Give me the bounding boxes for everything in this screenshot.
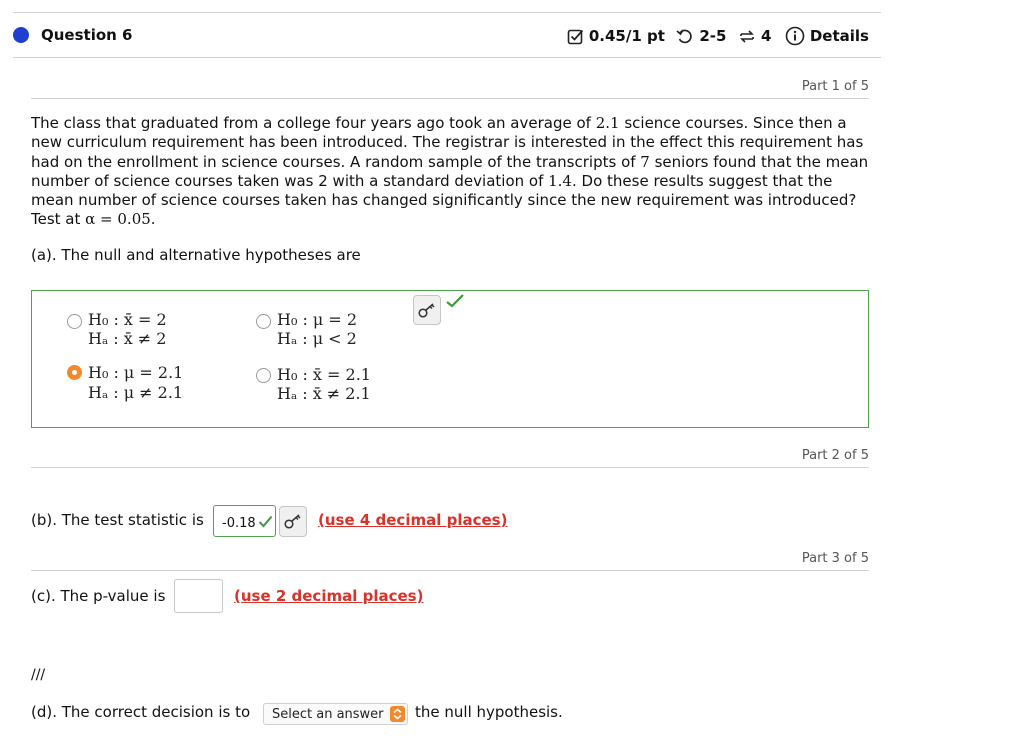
key-icon [414,296,440,324]
key-icon [280,507,306,536]
top-divider [13,12,881,13]
problem-sample-size: 7 [640,152,650,171]
problem-text [31,114,871,230]
part-d-prompt: (d). The correct decision is to [31,703,251,721]
option-3-h0: H₀ : μ = 2.1 [88,363,184,382]
hypotheses-choice-box [31,290,869,428]
option-3-ha: Hₐ : μ ≠ 2.1 [88,383,184,402]
part-d-suffix: the null hypothesis. [415,703,563,721]
decision-select-value: Select an answer [272,707,384,722]
test-statistic-value: -0.18 [222,516,256,531]
retries-text: 4 [760,27,772,45]
question-title: Question 6 [41,26,133,44]
part-c-hint-link[interactable]: (use 2 decimal places) [234,587,424,605]
decision-select[interactable] [263,703,408,725]
separator-text: /// [31,667,46,683]
part-b-hint-link[interactable]: (use 4 decimal places) [318,511,508,529]
p-value-input[interactable] [174,579,223,613]
option-4-ha: Hₐ : x̄ ≠ 2.1 [277,384,371,403]
question-meta [567,26,869,46]
details-link[interactable]: Details [809,27,869,45]
correct-check-icon [258,515,273,528]
option-2-ha: Hₐ : μ < 2 [277,329,357,348]
problem-text-3: seniors found that the mean number of science courses taken was 2 with a standard deviation of [31,152,869,190]
checkbox-score-icon [567,28,584,45]
part-divider-3 [31,570,869,571]
show-answer-key-button[interactable] [413,295,441,325]
correct-check-icon [445,293,465,309]
question-status-dot [13,27,29,43]
problem-alpha: α = 0.05 [85,210,151,229]
radio-button[interactable] [256,368,271,383]
option-1-h0: H₀ : x̄ = 2 [88,310,167,329]
problem-text-1: The class that graduated from a college four years ago took an average of [31,114,596,132]
part-b-prompt: (b). The test statistic is [31,511,204,529]
header-divider [13,57,881,58]
part-divider-2 [31,467,869,468]
part-c-prompt: (c). The p-value is [31,587,166,605]
part-label-1: Part 1 of 5 [801,79,869,94]
option-2-h0: H₀ : μ = 2 [277,310,358,329]
problem-text-2: science courses. Since then a new curriculum requirement has been introduced. The registrar is interested in the effect this requirement has had on the enrollment in science courses. A random sample of the transcripts of [31,114,864,171]
radio-button[interactable] [256,314,271,329]
test-statistic-input[interactable] [213,505,276,537]
show-answer-key-button[interactable] [279,506,307,537]
part-a-prompt: (a). The null and alternative hypotheses are [31,246,361,264]
part-divider-1 [31,98,869,99]
option-4-h0: H₀ : x̄ = 2.1 [277,365,371,384]
problem-std-dev: 1.4 [548,171,572,190]
problem-text-4: . Do these results suggest that the mean number of science courses taken has changed significantly since the new requirement was introduced? Test at [31,171,857,229]
part-label-3: Part 3 of 5 [801,551,869,566]
radio-button[interactable] [67,314,82,329]
retry-icon [738,28,756,45]
option-1-ha: Hₐ : x̄ ≠ 2 [88,329,167,348]
problem-text-5: . [150,210,156,229]
problem-mean-value: 2.1 [595,114,620,132]
radio-button-selected[interactable] [67,365,82,380]
info-icon[interactable] [785,26,805,46]
part-label-2: Part 2 of 5 [801,448,869,463]
attempts-text: 2-5 [699,27,727,45]
score-text: 0.45/1 pt [588,27,665,45]
select-arrows-icon [390,706,405,722]
undo-attempts-icon [676,28,694,45]
